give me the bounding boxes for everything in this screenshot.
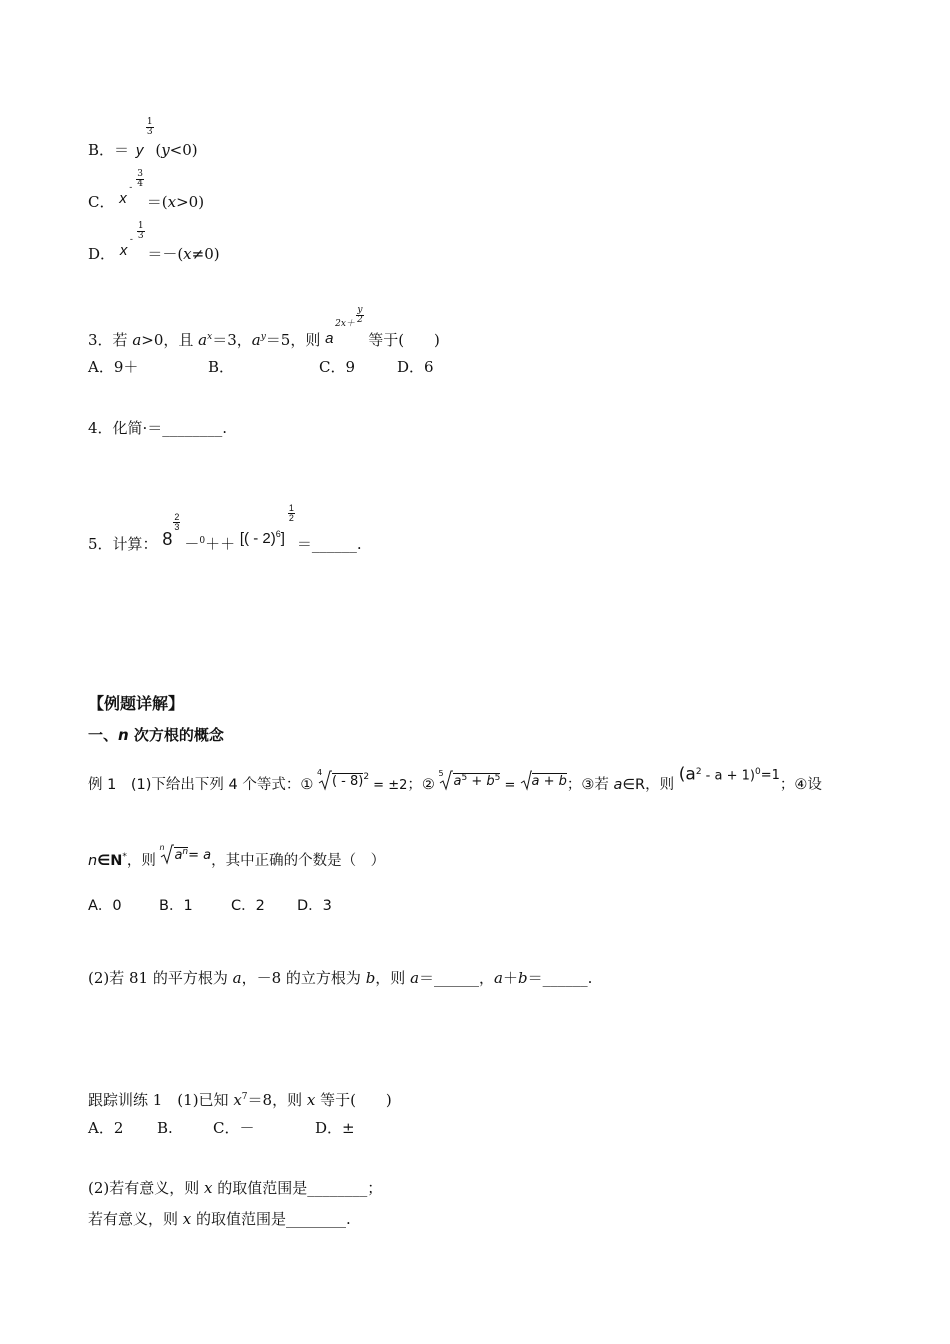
example-1-options xyxy=(88,896,332,916)
option-b: B． xyxy=(208,358,235,376)
track-1-part-2-line-1: (2)若有意义，则 x 的取值范围是________； xyxy=(88,1179,383,1197)
option-label: C． xyxy=(88,193,115,211)
power-zero-expression: $(a^2 - a + 1)^0$ xyxy=(678,763,761,784)
question-5: 5．计算： 8 $\frac{2}{3}$ －$^0$＋＋ [( - 2)$^6$] $\frac{1}{2}$ ＝______. xyxy=(88,503,362,553)
power-expression: x - $\frac{3}{4}$ xyxy=(119,169,143,207)
power-expression: a 2x＋ $\frac{y}{2}$ xyxy=(325,305,363,347)
option-c: C．2 xyxy=(231,898,265,914)
option-d: D．3 xyxy=(297,898,332,914)
option-b: B．1 xyxy=(159,898,193,914)
option-label: D． xyxy=(88,245,116,263)
option-a: A．0 xyxy=(88,898,122,914)
exponent-fraction: $\frac{1}{3}$ xyxy=(137,221,144,241)
question-3: 3．若 a>0，且 $a^x=3$，$a^y=5$，则 a 2x＋ $\frac{y}{2}$ 等于( ) xyxy=(88,305,440,349)
bracket-expression: [( - 2)$^6$] $\frac{1}{2}$ xyxy=(239,503,294,547)
option-a: A．9＋ xyxy=(88,358,139,376)
example-1-line-1: 例 1 (1)下给出下列 4 个等式：① 4 ( - 8)$^2$ = ±2；② 5 $a^5 + b^5 = a + b$；③若 a∈R，则 $(a^2 - a + 1)^0=1$；④设 xyxy=(88,771,822,796)
q2-option-d: D． x - $\frac{1}{3}$ ＝－(x≠0) xyxy=(88,221,220,263)
power-expression: 8 $\frac{2}{3}$ xyxy=(162,512,180,549)
exponent-fraction: $\frac{1}{3}$ xyxy=(146,117,153,137)
q2-option-c: C． x - $\frac{3}{4}$ ＝(x>0) xyxy=(88,169,205,211)
section-subtitle: 一、n 次方根的概念 xyxy=(88,726,224,744)
track-1-part-2-line-2: 若有意义，则 x 的取值范围是________. xyxy=(88,1210,351,1228)
exponent-fraction: $\frac{3}{4}$ xyxy=(137,169,143,189)
section-title: 【例题详解】 xyxy=(88,694,185,713)
radical-1: 4 ( - 8)$^2$ xyxy=(318,767,369,792)
option-d: D．± xyxy=(315,1119,355,1137)
track-1-options xyxy=(88,1118,355,1138)
exponent-fraction: $\frac{1}{2}$ xyxy=(288,503,294,523)
exponent-fraction: $\frac{y}{2}$ xyxy=(357,305,363,325)
option-label: B． xyxy=(88,141,115,159)
track-1-line-1: 跟踪训练 1 (1)已知 $x^7=8$，则 x 等于( ) xyxy=(88,1091,392,1109)
radical-4: n $a^n$ xyxy=(160,842,188,866)
power-expression: y $\frac{1}{3}$ xyxy=(135,117,153,159)
option-b: B. xyxy=(157,1119,173,1137)
exponent-fraction: $\frac{2}{3}$ xyxy=(174,512,180,532)
option-c: C．9 xyxy=(319,358,356,376)
option-d: D．6 xyxy=(397,358,434,376)
option-a: A．2 xyxy=(88,1119,124,1137)
question-3-options xyxy=(88,357,434,377)
option-c: C．－ xyxy=(213,1119,255,1137)
power-expression: x - $\frac{1}{3}$ xyxy=(119,221,144,259)
radical-sign-icon xyxy=(520,770,532,792)
q2-option-b: B．＝ y $\frac{1}{3}$ (y<0) xyxy=(88,117,198,159)
example-1-line-2: n∈N*，则 n $a^n= a$，其中正确的个数是（ ） xyxy=(88,842,386,869)
example-1-part-2: (2)若 81 的平方根为 a，－8 的立方根为 b，则 a＝______，a＋b＝______. xyxy=(88,969,593,987)
radical-3: a + b xyxy=(520,770,567,792)
question-4: 4．化简·＝________. xyxy=(88,419,228,437)
radical-2: 5 $a^5 + b^5$ xyxy=(439,768,500,792)
